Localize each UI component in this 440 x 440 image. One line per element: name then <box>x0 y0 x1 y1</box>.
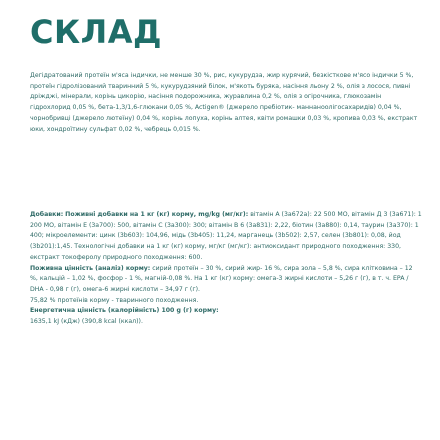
composition-text: Дегідратований протеїн м'яса індички, не менше 30 %, рис, кукурудза, жир курячий, безкісткове м'ясо індички 5 %, протеїн гідролізований тваринний 5 %, кукурудзяний білок, м'якоть буряка, насіння льону 2 %, олія з лосося, пивні дріжджі, мінерали, корінь цикорію, насіння подорожника, журавлина 0,2 %, олія з огірочника, глюкозамін гідрохлорид 0,05 %, бета-1,3/1,6-глюкани 0,05 %, Actigen® (джерело пребіотик- маннаноолігосахаридів) 0,04 %, чорнобривці (джерело лютеїну) 0,04 %, корінь лопуха, корінь алтея, квіти ромашки 0,03 %, кропива 0,03 %, екстракт юки, хондроїтину сульфат 0,02 %, чебрець 0,015 %. <box>30 72 418 133</box>
analysis-paragraph <box>30 264 422 296</box>
analysis-text: сирий протеїн – 30 %, сирий жир- 16 %, сира зола – 5,8 %, сира клітковина – 12 %, кальцій – 1,02 %, фосфор - 1 %, магній-0,08 %. На 1 кг (кг) корму: омега-3 жирні кислоти – 5,26 г (г), в т. ч. EPA / DHA - 0,98 г (г), омега-6 жирні кислоти – 34,97 г (г). <box>30 264 413 293</box>
analysis-label: Поживна цінність (аналіз) корму: <box>30 264 151 272</box>
page-title: СКЛАД <box>30 13 162 51</box>
energy-paragraph <box>30 306 422 317</box>
nutritional-additives-text: вітамін A (3a672a): 22 500 МО, вітамін Д 3 (3a671): 1 200 МО, вітамін Е (3a700): 500, вітамін С (3a300): 300; вітамін В 6 (3a831): 2,22, біотин (3a880): 0,14, таурин (3a370): 1 400; мікроелементи: цинк (3b603): 104,96, мідь (3b405): 11,24, марганець (3b502): 2,57, селен (3b801): 0,08, йод (3b201):1,45. Технологічні добавки на 1 кг (кг) корму, мг/кг (мг/кг): антиоксидант природного походження: 330, екстракт токоферолу природного походження: 600. <box>30 211 422 261</box>
additives-label: Добавки: <box>30 211 64 218</box>
nutritional-additives <box>30 210 422 264</box>
protein-origin: 75,82 % протеїнів корму - тваринного походження. <box>30 296 199 304</box>
energy-label: Енергетична цінність (калорійність) 100 g (г) корму: <box>30 307 219 315</box>
energy-value: 1635,1 kJ (кДж) (390,8 kcal (ккал)). <box>30 318 143 326</box>
nutritional-additives-label: Поживні добавки на 1 кг (кг) корму, mg/kg (мг/кг): <box>65 211 249 218</box>
additives-section <box>30 210 422 328</box>
composition-section <box>30 71 422 135</box>
